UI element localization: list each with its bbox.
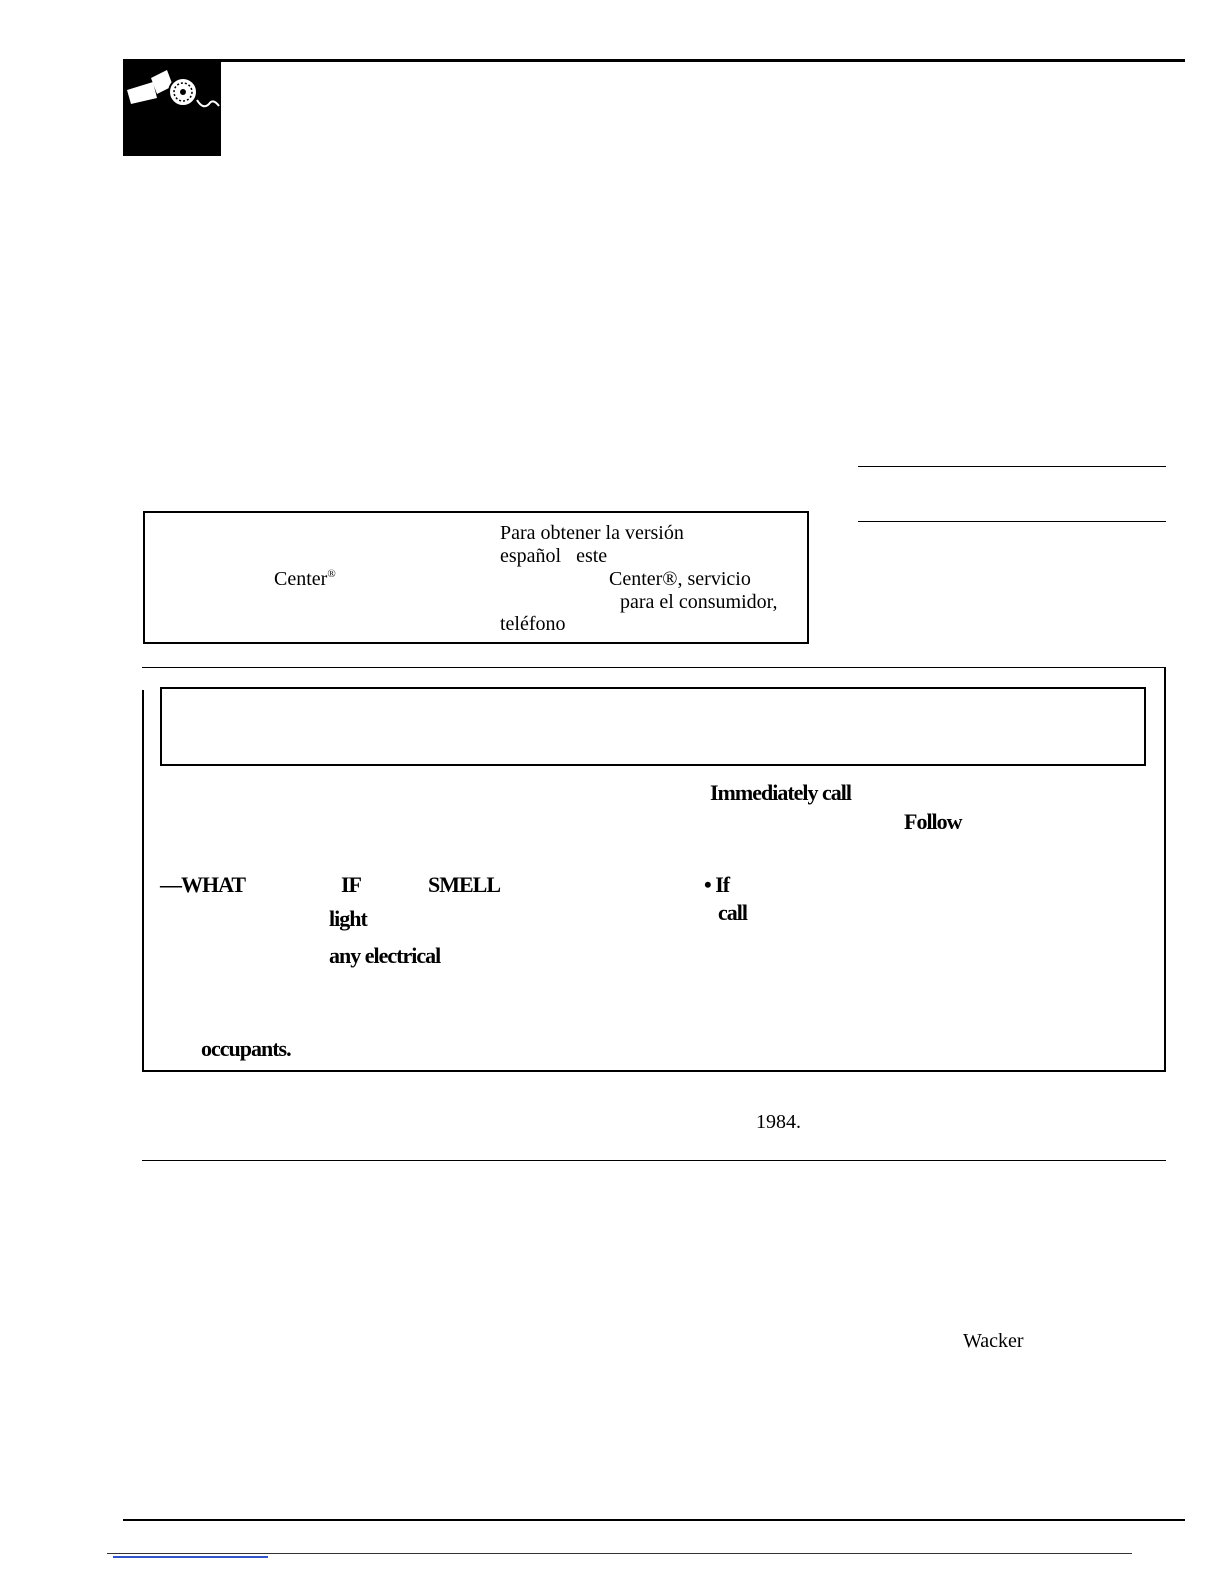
warning-top-rule bbox=[142, 667, 1166, 668]
smell-word: SMELL bbox=[428, 872, 501, 897]
section-divider bbox=[142, 1160, 1166, 1161]
footer-rule bbox=[123, 1519, 1185, 1521]
spanish-line-4: para el consumidor, bbox=[620, 591, 778, 613]
warning-right-edge bbox=[1164, 667, 1166, 1072]
warning-left-edge bbox=[142, 690, 144, 1072]
center-label bbox=[274, 568, 336, 590]
footer-link-underline[interactable] bbox=[113, 1556, 268, 1558]
spanish-line-5: teléfono bbox=[500, 613, 566, 635]
spanish-line-3: Center®, servicio bbox=[609, 568, 751, 590]
bullet-if: • If bbox=[704, 872, 730, 897]
follow-word: Follow bbox=[904, 809, 962, 834]
warning-bottom-rule bbox=[142, 1070, 1166, 1072]
center-text: Center bbox=[274, 568, 328, 590]
wacker-text: Wacker bbox=[963, 1330, 1024, 1352]
blank-line-1 bbox=[858, 466, 1166, 467]
registered-mark: ® bbox=[327, 568, 336, 580]
spanish-line-2: español este bbox=[500, 545, 608, 567]
spanish-line-1: Para obtener la versión bbox=[500, 522, 684, 544]
light-word: light bbox=[329, 906, 367, 931]
call-word: call bbox=[718, 900, 747, 925]
if-word: IF bbox=[341, 872, 361, 897]
occupants-word: occupants. bbox=[201, 1036, 291, 1061]
warning-header-box bbox=[160, 687, 1146, 766]
immediately-call: Immediately call bbox=[710, 780, 852, 805]
phone-icon bbox=[123, 60, 221, 156]
what-word: —WHAT bbox=[160, 872, 246, 897]
any-electrical: any electrical bbox=[329, 943, 441, 968]
blank-line-2 bbox=[858, 521, 1166, 522]
header-rule bbox=[123, 59, 1185, 62]
footer-thin-rule bbox=[107, 1553, 1132, 1554]
year-text: 1984. bbox=[756, 1111, 801, 1133]
